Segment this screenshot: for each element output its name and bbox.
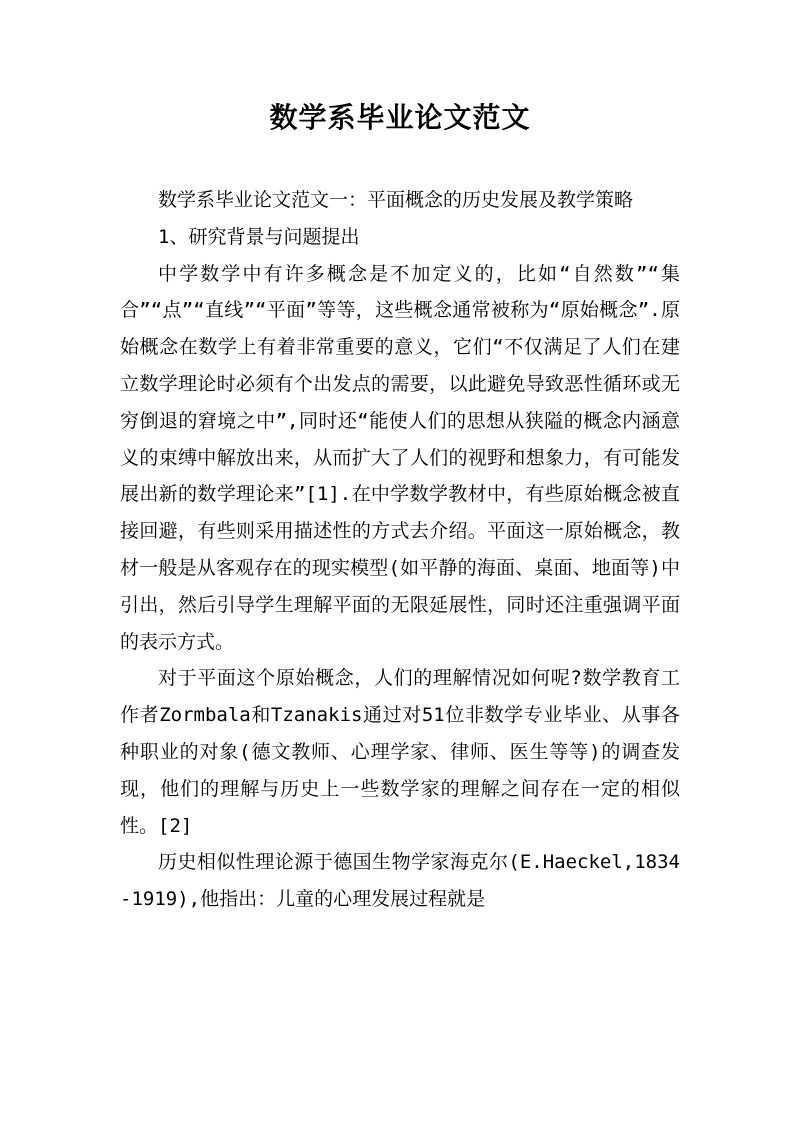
body-paragraph: 中学数学中有许多概念是不加定义的，比如“自然数”“集合”“点”“直线”“平面”等等，这些概念通常被称为“原始概念”.原始概念在数学上有着非常重要的意义，它们“不仅满足了人们在建立数学理论时必须有个出发点的需要，以此避免导致恶性循环或无穷倒退的窘境之中”,同时还“能使人们的思想从狭隘的概念内涵意义的束缚中解放出来，从而扩大了人们的视野和想象力，有可能发展出新的数学理论来”[1].在中学数学教材中，有些原始概念被直接回避，有些则采用描述性的方式去介绍。平面这一原始概念，教材一般是从客观存在的现实模型(如平静的海面、桌面、地面等)中引出，然后引导学生理解平面的无限延展性，同时还注重强调平面的表示方式。 [120,262,680,653]
paper-subtitle: 数学系毕业论文范文一：平面概念的历史发展及教学策略 [158,189,634,211]
document-title: 数学系毕业论文范文 [269,101,531,134]
section-heading: 1、研究背景与问题提出 [158,225,360,248]
body-paragraph: 对于平面这个原始概念，人们的理解情况如何呢?数学教育工作者Zormbala和Tzanakis通过对51位非数学专业毕业、从事各种职业的对象(德文教师、心理学家、律师、医生等等)的调查发现，他们的理解与历史上一些数学家的理解之间存在一定的相似性。[2] [120,667,680,837]
document-body [120,182,680,918]
body-paragraph: 历史相似性理论源于德国生物学家海克尔(E.Haeckel,1834-1919),他指出：儿童的心理发展过程就是 [120,851,680,911]
